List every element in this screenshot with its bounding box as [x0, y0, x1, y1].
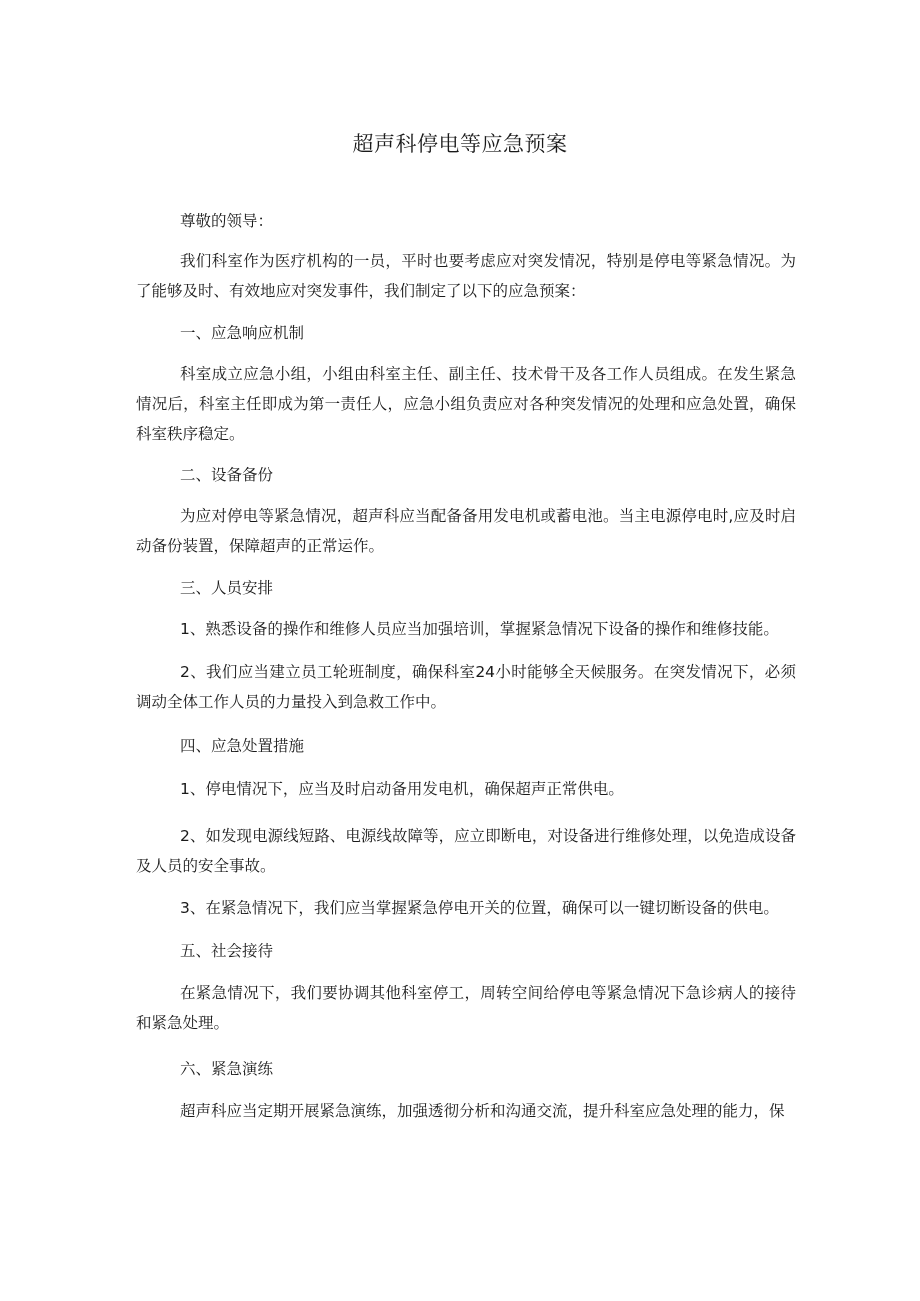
- document-title: 超声科停电等应急预案: [352, 132, 568, 156]
- intro-paragraph: 我们科室作为医疗机构的一员，平时也要考虑应对突发情况，特别是停电等紧急情况。为了能够及时、有效地应对突发事件，我们制定了以下的应急预案：: [136, 252, 796, 300]
- paragraph-measures-3: 3、在紧急情况下，我们应当掌握紧急停电开关的位置，确保可以一键切断设备的供电。: [180, 899, 779, 917]
- section-heading-staffing: 三、人员安排: [180, 579, 274, 597]
- section-heading-measures: 四、应急处置措施: [180, 737, 305, 755]
- section-heading-reception: 五、社会接待: [180, 942, 274, 960]
- section-heading-drill: 六、紧急演练: [180, 1060, 274, 1078]
- paragraph-response: 科室成立应急小组，小组由科室主任、副主任、技术骨干及各工作人员组成。在发生紧急情况后，科室主任即成为第一责任人，应急小组负责应对各种突发情况的处理和应急处置，确保科室秩序稳定。: [136, 365, 796, 443]
- paragraph-measures-2: 2、如发现电源线短路、电源线故障等，应立即断电，对设备进行维修处理，以免造成设备及人员的安全事故。: [136, 827, 796, 875]
- paragraph-drill: 超声科应当定期开展紧急演练，加强透彻分析和沟通交流，提升科室应急处理的能力，保: [180, 1102, 785, 1120]
- salutation: 尊敬的领导：: [180, 212, 274, 230]
- paragraph-reception: 在紧急情况下，我们要协调其他科室停工，周转空间给停电等紧急情况下急诊病人的接待和紧急处理。: [136, 984, 796, 1032]
- paragraph-staffing-2: 2、我们应当建立员工轮班制度，确保科室24小时能够全天候服务。在突发情况下，必须调动全体工作人员的力量投入到急救工作中。: [136, 663, 796, 711]
- paragraph-measures-1: 1、停电情况下，应当及时启动备用发电机，确保超声正常供电。: [180, 780, 624, 798]
- paragraph-staffing-1: 1、熟悉设备的操作和维修人员应当加强培训，掌握紧急情况下设备的操作和维修技能。: [180, 620, 779, 638]
- paragraph-backup: 为应对停电等紧急情况，超声科应当配备备用发电机或蓄电池。当主电源停电时,应及时启动备份装置，保障超声的正常运作。: [136, 507, 796, 555]
- section-heading-backup: 二、设备备份: [180, 466, 274, 484]
- section-heading-response: 一、应急响应机制: [180, 324, 305, 342]
